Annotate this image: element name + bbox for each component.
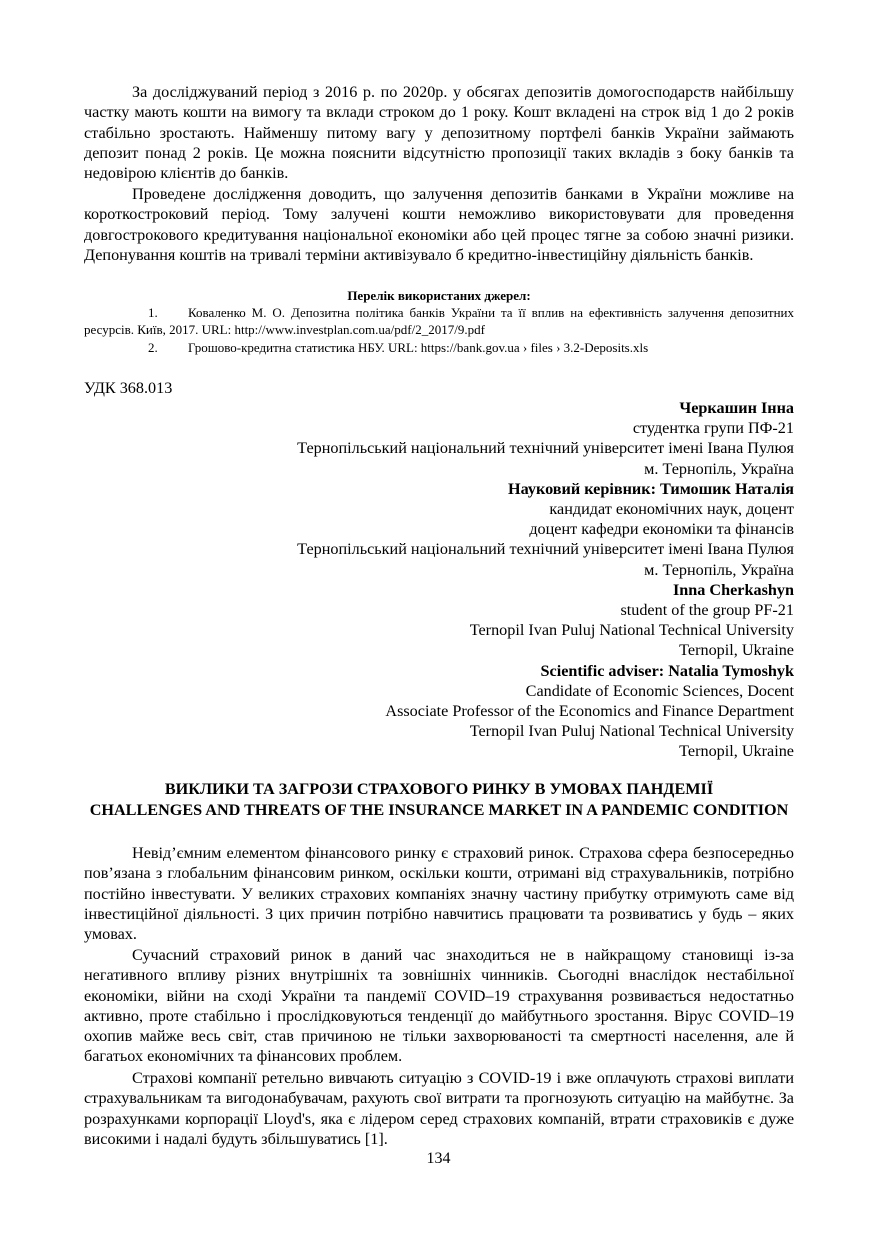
author-name-en: Inna Cherkashyn bbox=[672, 580, 794, 599]
adviser-name-en: Scientific adviser: Natalia Tymoshyk bbox=[540, 661, 794, 680]
author-affiliation-block bbox=[94, 398, 794, 762]
adviser-university-ua: Тернопільський національний технічний університет імені Івана Пулюя bbox=[297, 540, 794, 559]
reference-number: 2. bbox=[148, 340, 158, 355]
reference-text: Коваленко М. О. Депозитна політика банків України та її вплив на ефективність залучення депозитних ресурсів. Київ, 2017. URL: http://www.investplan.com.ua/pdf/2_2017/9.pdf bbox=[84, 305, 794, 337]
intro-paragraph-1: За досліджуваний період з 2016 р. по 2020р. у обсягах депозитів домогосподарств найбільшу частку мають кошти на вимогу та вклади строком до 1 року. Кошт вкладені на строк від 1 до 2 років стабільно зростають. Найменшу питому вагу у депозитному портфелі банків України займають депозит понад 2 років. Це можна пояснити відсутністю пропозиції таких вкладів з боку банків та недовірою клієнтів до банків. bbox=[84, 83, 794, 183]
adviser-degree-ua: кандидат економічних наук, доцент bbox=[549, 500, 794, 519]
reference-item-1 bbox=[84, 304, 794, 338]
author-university-ua: Тернопільський національний технічний університет імені Івана Пулюя bbox=[297, 439, 794, 458]
article-paragraph-1: Невід’ємним елементом фінансового ринку є страховий ринок. Страхова сфера безпосередньо пов’язана з глобальним фінансовим ринком, оскільки кошти, отримані від страхувальників, потрібно постійно інвестувати. У великих страхових компаніях значну частину прибутку отримують саме від інвестиційної діяльності. З цих причин потрібно навчитись працювати та розвиватись у будь – яких умовах. bbox=[84, 844, 794, 944]
article-paragraph-3: Страхові компанії ретельно вивчають ситуацію з COVID-19 і вже оплачують страхові виплати страхувальникам та вигодонабувачам, рахують свої витрати та прогнозують ситуацію на майбутнє. За розрахунками корпорації Lloyd's, яка є лідером серед страхових компаній, втрати страховиків є дуже високими і надалі будуть збільшуватись [1]. bbox=[84, 1069, 794, 1148]
author-university-en: Ternopil Ivan Puluj National Technical University bbox=[469, 621, 794, 640]
author-city-en: Ternopil, Ukraine bbox=[679, 641, 794, 660]
reference-number: 1. bbox=[148, 305, 158, 320]
adviser-city-ua: м. Тернопіль, Україна bbox=[644, 560, 794, 579]
author-status-en: student of the group PF-21 bbox=[620, 601, 794, 620]
udc-code: УДК 368.013 bbox=[84, 379, 173, 397]
author-status-ua: студентка групи ПФ-21 bbox=[632, 419, 794, 438]
article-paragraph-2: Сучасний страховий ринок в даний час знаходиться не в найкращому становищі із-за негативного впливу різних внутрішніх та зовнішніх чинників. Сьогодні внаслідок нестабільної економіки, війни на сході України та пандемії COVID–19 страхування розвивається недостатньо активно, проте стабільно і прослідковуються тенденції до майбутнього зростання. Вірус COVID–19 охопив майже весь світ, став причиною не тільки захворюваності та смертності населення, але й багатьох економічних та фінансових проблем. bbox=[84, 946, 794, 1066]
adviser-degree-en: Candidate of Economic Sciences, Docent bbox=[525, 681, 794, 700]
article-title bbox=[84, 779, 794, 820]
intro-paragraph-2: Проведене дослідження доводить, що залучення депозитів банками в України можливе на короткостроковий період. Тому залучені кошти неможливо використовувати для проведення довгострокового кредитування національної економіки або цей процес тягне за собою значні ризики. Депонування коштів на тривалі терміни активізувало б кредитно-інвестиційну діяльність банків. bbox=[84, 185, 794, 264]
adviser-university-en: Ternopil Ivan Puluj National Technical University bbox=[469, 722, 794, 741]
adviser-position-en: Associate Professor of the Economics and Finance Department bbox=[385, 702, 794, 721]
adviser-city-en: Ternopil, Ukraine bbox=[679, 742, 794, 761]
reference-text: Грошово-кредитна статистика НБУ. URL: https://bank.gov.ua › files › 3.2-Deposits.xls bbox=[188, 340, 649, 355]
adviser-position-ua: доцент кафедри економіки та фінансів bbox=[529, 520, 794, 539]
article-title-en: CHALLENGES AND THREATS OF THE INSURANCE MARKET IN A PANDEMIC CONDITION bbox=[89, 800, 789, 819]
author-name-ua: Черкашин Інна bbox=[679, 399, 794, 417]
page-number: 134 bbox=[426, 1150, 451, 1167]
article-title-ua: ВИКЛИКИ ТА ЗАГРОЗИ СТРАХОВОГО РИНКУ В УМОВАХ ПАНДЕМІЇ bbox=[164, 780, 714, 798]
author-city-ua: м. Тернопіль, Україна bbox=[644, 459, 794, 478]
adviser-name-ua: Науковий керівник: Тимошик Наталія bbox=[508, 479, 794, 498]
references-title: Перелік використаних джерел: bbox=[347, 288, 531, 303]
reference-item-2 bbox=[84, 339, 794, 356]
